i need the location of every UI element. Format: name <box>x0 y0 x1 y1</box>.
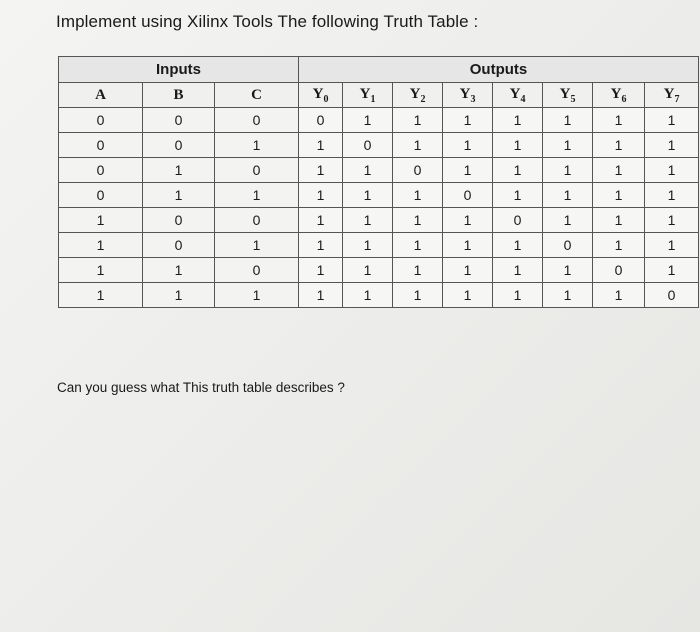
table-cell: 1 <box>143 258 215 283</box>
truth-table-container <box>58 56 698 308</box>
table-cell: 1 <box>645 183 699 208</box>
table-cell: 0 <box>143 233 215 258</box>
table-cell: 1 <box>59 258 143 283</box>
table-cell: 0 <box>443 183 493 208</box>
table-cell: 0 <box>493 208 543 233</box>
table-cell: 1 <box>543 208 593 233</box>
table-cell: 1 <box>393 133 443 158</box>
table-cell: 1 <box>215 183 299 208</box>
table-cell: 0 <box>215 158 299 183</box>
inputs-header: Inputs <box>59 57 299 83</box>
table-cell: 1 <box>343 158 393 183</box>
table-cell: 0 <box>543 233 593 258</box>
table-cell: 1 <box>543 258 593 283</box>
question-text: Can you guess what This truth table describes ? <box>57 380 345 395</box>
column-header-b: B <box>143 83 215 108</box>
table-cell: 1 <box>343 108 393 133</box>
table-cell: 0 <box>299 108 343 133</box>
table-cell: 0 <box>645 283 699 308</box>
table-cell: 1 <box>543 133 593 158</box>
table-cell: 1 <box>143 283 215 308</box>
table-cell: 1 <box>59 233 143 258</box>
table-cell: 1 <box>493 258 543 283</box>
table-cell: 0 <box>59 108 143 133</box>
table-cell: 0 <box>215 258 299 283</box>
column-header-y5: $Y_5$ <box>543 83 593 108</box>
table-cell: 0 <box>343 133 393 158</box>
table-cell: 0 <box>59 158 143 183</box>
column-header-row <box>59 83 699 108</box>
table-cell: 1 <box>645 258 699 283</box>
table-row <box>59 158 699 183</box>
table-cell: 1 <box>443 233 493 258</box>
table-cell: 1 <box>543 108 593 133</box>
table-cell: 1 <box>493 133 543 158</box>
table-cell: 1 <box>593 158 645 183</box>
table-cell: 1 <box>299 208 343 233</box>
table-cell: 0 <box>143 108 215 133</box>
table-cell: 0 <box>59 133 143 158</box>
page-title: Implement using Xilinx Tools The following Truth Table : <box>56 12 479 31</box>
table-row <box>59 183 699 208</box>
table-cell: 1 <box>343 183 393 208</box>
table-cell: 1 <box>343 258 393 283</box>
table-cell: 0 <box>143 133 215 158</box>
table-row <box>59 283 699 308</box>
table-cell: 1 <box>493 158 543 183</box>
table-cell: 1 <box>393 108 443 133</box>
table-cell: 1 <box>493 233 543 258</box>
table-cell: 1 <box>215 133 299 158</box>
table-cell: 1 <box>215 283 299 308</box>
table-row <box>59 133 699 158</box>
table-cell: 1 <box>59 283 143 308</box>
truth-table <box>58 56 699 308</box>
column-header-y2: $Y_2$ <box>393 83 443 108</box>
table-cell: 1 <box>343 208 393 233</box>
table-cell: 1 <box>443 283 493 308</box>
table-cell: 0 <box>59 183 143 208</box>
table-cell: 1 <box>645 108 699 133</box>
table-row <box>59 258 699 283</box>
table-cell: 0 <box>215 208 299 233</box>
table-cell: 0 <box>393 158 443 183</box>
table-cell: 0 <box>143 208 215 233</box>
column-header-a: A <box>59 83 143 108</box>
table-row <box>59 108 699 133</box>
table-cell: 1 <box>143 183 215 208</box>
table-cell: 1 <box>543 158 593 183</box>
table-cell: 1 <box>645 208 699 233</box>
table-cell: 1 <box>143 158 215 183</box>
table-cell: 1 <box>299 133 343 158</box>
table-cell: 1 <box>493 183 543 208</box>
table-cell: 1 <box>593 208 645 233</box>
table-cell: 1 <box>343 283 393 308</box>
table-cell: 1 <box>299 258 343 283</box>
column-header-y1: $Y_1$ <box>343 83 393 108</box>
column-header-c: C <box>215 83 299 108</box>
table-row <box>59 208 699 233</box>
table-cell: 1 <box>299 183 343 208</box>
table-cell: 1 <box>59 208 143 233</box>
table-cell: 1 <box>215 233 299 258</box>
table-cell: 1 <box>493 283 543 308</box>
table-cell: 1 <box>543 183 593 208</box>
table-cell: 1 <box>443 108 493 133</box>
table-cell: 1 <box>299 233 343 258</box>
table-cell: 1 <box>543 283 593 308</box>
table-cell: 1 <box>443 158 493 183</box>
table-cell: 0 <box>215 108 299 133</box>
table-cell: 1 <box>393 283 443 308</box>
column-header-y0: $Y_0$ <box>299 83 343 108</box>
table-cell: 1 <box>393 233 443 258</box>
table-cell: 1 <box>393 183 443 208</box>
table-cell: 1 <box>645 233 699 258</box>
table-body <box>59 108 699 308</box>
table-cell: 1 <box>443 133 493 158</box>
table-cell: 0 <box>593 258 645 283</box>
table-cell: 1 <box>343 233 393 258</box>
column-header-y6: $Y_6$ <box>593 83 645 108</box>
table-cell: 1 <box>593 283 645 308</box>
table-cell: 1 <box>299 283 343 308</box>
table-cell: 1 <box>645 133 699 158</box>
table-cell: 1 <box>645 158 699 183</box>
table-cell: 1 <box>593 108 645 133</box>
table-cell: 1 <box>593 133 645 158</box>
table-cell: 1 <box>493 108 543 133</box>
column-header-y7: $Y_7$ <box>645 83 699 108</box>
table-cell: 1 <box>393 208 443 233</box>
table-cell: 1 <box>393 258 443 283</box>
table-cell: 1 <box>593 233 645 258</box>
table-cell: 1 <box>443 208 493 233</box>
column-header-y4: $Y_4$ <box>493 83 543 108</box>
table-cell: 1 <box>593 183 645 208</box>
column-header-y3: $Y_3$ <box>443 83 493 108</box>
table-cell: 1 <box>299 158 343 183</box>
outputs-header: Outputs <box>299 57 699 83</box>
table-row <box>59 233 699 258</box>
table-cell: 1 <box>443 258 493 283</box>
